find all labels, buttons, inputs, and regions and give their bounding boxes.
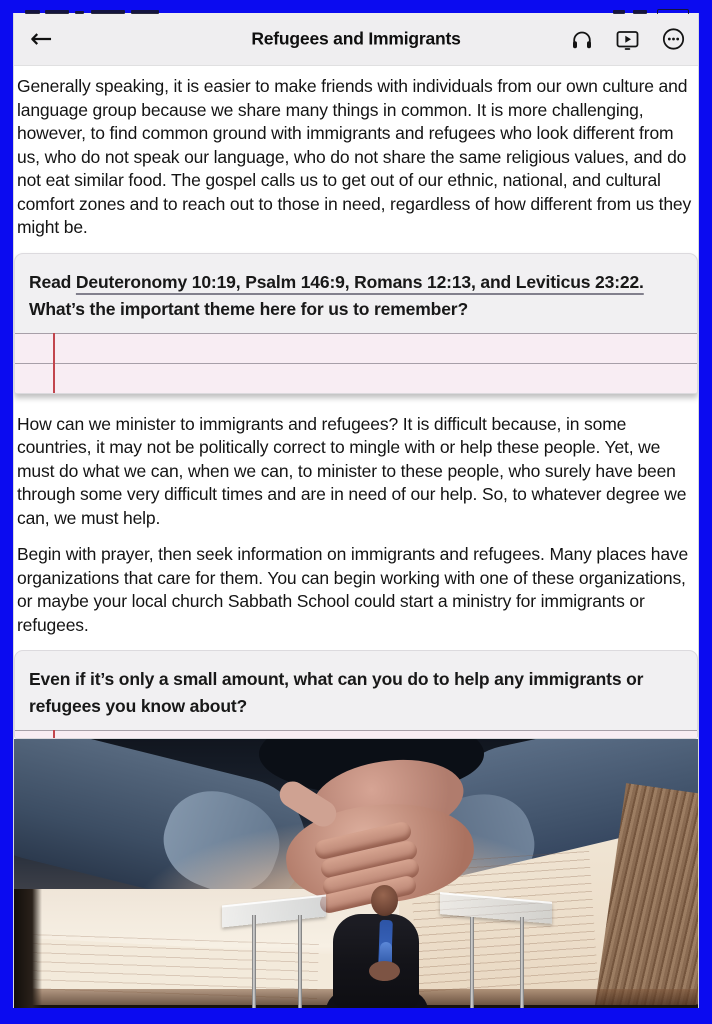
status-bar-sliver [13, 7, 699, 14]
answer-area [15, 333, 697, 393]
answer-area [15, 730, 697, 738]
question-text: Even if it’s only a small amount, what can you do to help any immigrants or refugees you know about? [29, 669, 644, 716]
question-block-2 [14, 650, 698, 739]
app-bar-actions [570, 27, 686, 52]
headphones-icon[interactable] [570, 27, 594, 51]
photo-kneeling-man-torso [333, 914, 419, 1008]
more-options-icon[interactable] [661, 27, 686, 52]
question-block-1 [14, 253, 698, 394]
photo-lectern-pole [252, 915, 256, 1008]
question-suffix: What’s the important theme here for us to remember? [29, 298, 468, 319]
answer-line[interactable] [15, 730, 697, 738]
notebook-margin-line [53, 333, 55, 393]
paragraph: How can we minister to immigrants and refugees? It is difficult because, in some countries, it may not be politically correct to mingle with or help these people. Yet, we must do what we can, when we can, to minister to these people, who surely have been through some very difficult times and are in need of our help. So, to whatever degree we can, we must help. [17, 413, 687, 528]
photo-lectern-pole [298, 915, 302, 1008]
scripture-reference-link[interactable]: Deuteronomy 10:19, Psalm 146:9, Romans 12:13, and Leviticus 23:22. [75, 271, 644, 292]
photo-screen-edge [14, 889, 42, 1008]
lesson-content [14, 66, 698, 1008]
lesson-photo [14, 739, 699, 1008]
question-prefix: Read [29, 271, 76, 292]
photo-lectern-pole [520, 917, 524, 1008]
app-bar [14, 13, 698, 66]
video-player-icon[interactable] [615, 27, 640, 51]
page-title: Refugees and Immigrants [251, 28, 461, 49]
paragraph: Generally speaking, it is easier to make friends with individuals from our own culture and language group because we share many things in common. It is more challenging, however, to find common ground with immigrants and refugees who look different from us, who do not speak our language, who do not share the same religious values, and do not eat similar food. The gospel calls us to get out of our ethnic, national, and cultural comfort zones and to reach out to those in need, regardless of how different from us they might be. [17, 76, 692, 237]
answer-line[interactable] [15, 363, 697, 393]
question-text [15, 254, 697, 333]
paragraph: Begin with prayer, then seek information on immigrants and refugees. Many places have organizations that care for them. You can begin working with one of these organizations, or maybe your local church Sabbath School could start a ministry for immigrants or refugees. [17, 544, 689, 635]
photo-lectern-pole [470, 917, 474, 1008]
answer-line[interactable] [15, 333, 697, 363]
back-button[interactable]: ← [24, 24, 59, 55]
app-window [13, 13, 699, 1008]
notebook-margin-line [53, 730, 55, 738]
photo-man-hands [369, 961, 400, 981]
photo-man-head [371, 885, 398, 916]
